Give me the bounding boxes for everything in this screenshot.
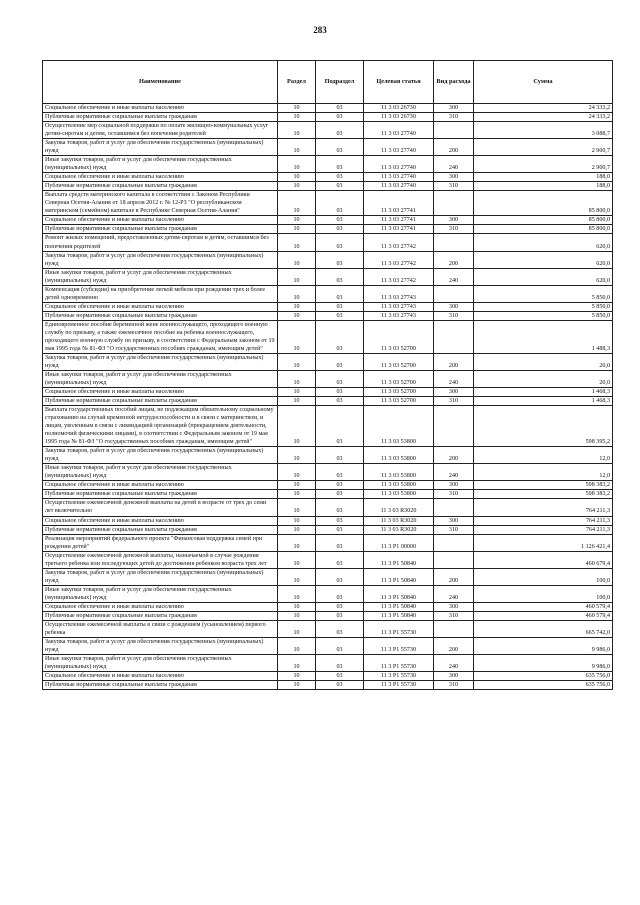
cell-kind: [434, 406, 474, 447]
cell-subsection: 03: [316, 191, 364, 216]
cell-kind: 240: [434, 585, 474, 602]
cell-name: Закупка товаров, работ и услуг для обеспечения государственных (муниципальных) нужд: [43, 139, 278, 156]
cell-section: 10: [278, 516, 316, 525]
cell-section: 10: [278, 173, 316, 182]
cell-kind: [434, 122, 474, 139]
cell-amount: 1 468,3: [474, 388, 613, 397]
table-row: [43, 447, 613, 464]
cell-section: 10: [278, 525, 316, 534]
cell-target: 11 3 03 26730: [364, 113, 434, 122]
cell-target: 11 3 03 53800: [364, 464, 434, 481]
table-row: [43, 251, 613, 268]
cell-amount: 3 088,7: [474, 122, 613, 139]
table-row: [43, 225, 613, 234]
cell-amount: 764 211,3: [474, 516, 613, 525]
cell-name: Публичные нормативные социальные выплаты гражданам: [43, 397, 278, 406]
cell-amount: 12,0: [474, 464, 613, 481]
cell-kind: 300: [434, 173, 474, 182]
cell-subsection: 03: [316, 499, 364, 516]
cell-section: 10: [278, 370, 316, 387]
cell-target: 11 3 03 27743: [364, 311, 434, 320]
cell-amount: 1 488,3: [474, 320, 613, 353]
cell-amount: 635 756,0: [474, 681, 613, 690]
cell-target: 11 3 03 R3020: [364, 516, 434, 525]
cell-name: Осуществление ежемесячной выплаты в связи с рождением (усыновлением) первого ребенка: [43, 620, 278, 637]
table-row: [43, 568, 613, 585]
cell-kind: 310: [434, 611, 474, 620]
cell-target: 11 3 03 27741: [364, 191, 434, 216]
cell-amount: 620,0: [474, 234, 613, 251]
cell-name: Социальное обеспечение и иные выплаты населению: [43, 173, 278, 182]
cell-name: Ремонт жилых помещений, предоставленных детям-сиротам и детям, оставшимся без попечения родителей: [43, 234, 278, 251]
cell-subsection: 03: [316, 481, 364, 490]
cell-subsection: 03: [316, 568, 364, 585]
cell-subsection: 03: [316, 490, 364, 499]
cell-amount: 620,0: [474, 268, 613, 285]
cell-section: 10: [278, 182, 316, 191]
cell-kind: 200: [434, 139, 474, 156]
cell-name: Социальное обеспечение и иные выплаты населению: [43, 302, 278, 311]
cell-name: Осуществление ежемесячной денежной выплаты, назначаемой в случае рождения третьего ребенка или последующих детей до достижения ребенком возраста трех лет: [43, 551, 278, 568]
cell-name: Закупка товаров, работ и услуг для обеспечения государственных (муниципальных) нужд: [43, 637, 278, 654]
cell-name: Публичные нормативные социальные выплаты гражданам: [43, 182, 278, 191]
cell-target: 11 3 03 R3020: [364, 525, 434, 534]
table-row: [43, 156, 613, 173]
cell-subsection: 03: [316, 139, 364, 156]
cell-name: Публичные нормативные социальные выплаты гражданам: [43, 525, 278, 534]
cell-amount: 20,0: [474, 353, 613, 370]
cell-kind: [434, 285, 474, 302]
cell-target: 11 3 03 R3020: [364, 499, 434, 516]
cell-target: 11 3 03 52700: [364, 370, 434, 387]
cell-section: 10: [278, 499, 316, 516]
cell-section: 10: [278, 302, 316, 311]
cell-target: 11 3 03 52700: [364, 397, 434, 406]
table-row: [43, 551, 613, 568]
cell-amount: 100,0: [474, 585, 613, 602]
cell-section: 10: [278, 285, 316, 302]
cell-section: 10: [278, 681, 316, 690]
cell-target: 11 3 P1 50840: [364, 585, 434, 602]
cell-subsection: 03: [316, 611, 364, 620]
cell-section: 10: [278, 268, 316, 285]
cell-section: 10: [278, 353, 316, 370]
cell-section: 10: [278, 447, 316, 464]
table-row: [43, 397, 613, 406]
cell-target: 11 3 P1 55730: [364, 672, 434, 681]
cell-section: 10: [278, 139, 316, 156]
cell-subsection: 03: [316, 447, 364, 464]
cell-kind: 240: [434, 370, 474, 387]
cell-name: Публичные нормативные социальные выплаты гражданам: [43, 311, 278, 320]
cell-kind: [434, 534, 474, 551]
cell-kind: 300: [434, 302, 474, 311]
cell-amount: 85 800,0: [474, 191, 613, 216]
cell-target: 11 3 03 53800: [364, 406, 434, 447]
cell-section: 10: [278, 534, 316, 551]
cell-target: 11 3 P1 50840: [364, 551, 434, 568]
table-row: [43, 216, 613, 225]
cell-subsection: 03: [316, 370, 364, 387]
cell-section: 10: [278, 113, 316, 122]
cell-target: 11 3 03 27740: [364, 156, 434, 173]
cell-target: 11 3 03 27742: [364, 234, 434, 251]
cell-section: 10: [278, 216, 316, 225]
cell-amount: 24 333,2: [474, 104, 613, 113]
cell-amount: 2 900,7: [474, 156, 613, 173]
cell-kind: 300: [434, 104, 474, 113]
cell-subsection: 03: [316, 353, 364, 370]
table-row: [43, 353, 613, 370]
cell-name: Иные закупки товаров, работ и услуг для обеспечения государственных (муниципальных) нужд: [43, 156, 278, 173]
cell-subsection: 03: [316, 397, 364, 406]
cell-name: Публичные нормативные социальные выплаты гражданам: [43, 611, 278, 620]
table-row: [43, 182, 613, 191]
cell-section: 10: [278, 637, 316, 654]
cell-amount: 665 742,0: [474, 620, 613, 637]
cell-section: 10: [278, 122, 316, 139]
cell-target: 11 3 03 52700: [364, 320, 434, 353]
column-header-amount: Сумма: [474, 61, 613, 104]
cell-kind: 310: [434, 490, 474, 499]
cell-amount: 1 126 421,4: [474, 534, 613, 551]
cell-amount: 620,0: [474, 251, 613, 268]
cell-section: 10: [278, 104, 316, 113]
cell-amount: 635 756,0: [474, 672, 613, 681]
cell-target: 11 3 03 53800: [364, 481, 434, 490]
cell-subsection: 03: [316, 637, 364, 654]
cell-name: Социальное обеспечение и иные выплаты населению: [43, 481, 278, 490]
table-row: [43, 655, 613, 672]
cell-name: Осуществление мер социальной поддержки по оплате жилищно-коммунальных услуг детям-сиротам и детям, оставшимся без попечения родителей: [43, 122, 278, 139]
table-row: [43, 611, 613, 620]
cell-kind: 300: [434, 516, 474, 525]
cell-section: 10: [278, 585, 316, 602]
cell-kind: 200: [434, 447, 474, 464]
table-row: [43, 122, 613, 139]
table-row: [43, 499, 613, 516]
cell-section: 10: [278, 156, 316, 173]
cell-kind: 200: [434, 353, 474, 370]
cell-amount: 20,0: [474, 370, 613, 387]
cell-subsection: 03: [316, 464, 364, 481]
cell-subsection: 03: [316, 311, 364, 320]
cell-kind: [434, 191, 474, 216]
cell-subsection: 03: [316, 406, 364, 447]
cell-section: 10: [278, 672, 316, 681]
table-row: [43, 302, 613, 311]
cell-name: Социальное обеспечение и иные выплаты населению: [43, 104, 278, 113]
cell-name: Иные закупки товаров, работ и услуг для обеспечения государственных (муниципальных) нужд: [43, 370, 278, 387]
cell-kind: [434, 320, 474, 353]
cell-amount: 1 468,3: [474, 397, 613, 406]
column-header-section: Раздел: [278, 61, 316, 104]
cell-section: 10: [278, 406, 316, 447]
cell-kind: 300: [434, 481, 474, 490]
cell-subsection: 03: [316, 681, 364, 690]
cell-subsection: 03: [316, 516, 364, 525]
cell-amount: 5 850,0: [474, 285, 613, 302]
cell-target: 11 3 03 27740: [364, 139, 434, 156]
cell-amount: 460 579,4: [474, 602, 613, 611]
table-row: [43, 113, 613, 122]
cell-subsection: 03: [316, 672, 364, 681]
cell-name: Публичные нормативные социальные выплаты гражданам: [43, 113, 278, 122]
cell-amount: 598 395,2: [474, 406, 613, 447]
table-row: [43, 388, 613, 397]
cell-kind: 240: [434, 655, 474, 672]
cell-target: 11 3 P1 50840: [364, 611, 434, 620]
cell-subsection: 03: [316, 534, 364, 551]
cell-amount: 100,0: [474, 568, 613, 585]
table-row: [43, 173, 613, 182]
cell-section: 10: [278, 464, 316, 481]
table-row: [43, 320, 613, 353]
column-header-target: Целевая статья: [364, 61, 434, 104]
cell-name: Единовременное пособие беременной жене военнослужащего, проходящего военную службу по призыву, а также ежемесячное пособие на ребенка военнослужащего, проходящего военную службу по призыву, в соответствии с Федеральным законом от 19 мая 1995 года № 81-ФЗ "О государственных пособиях гражданам, имеющим детей": [43, 320, 278, 353]
cell-target: 11 3 03 27742: [364, 251, 434, 268]
cell-name: Закупка товаров, работ и услуг для обеспечения государственных (муниципальных) нужд: [43, 447, 278, 464]
cell-amount: 188,0: [474, 173, 613, 182]
cell-kind: 300: [434, 602, 474, 611]
cell-kind: 310: [434, 182, 474, 191]
table-row: [43, 490, 613, 499]
table-row: [43, 311, 613, 320]
table-row: [43, 637, 613, 654]
cell-section: 10: [278, 620, 316, 637]
page-number: 283: [313, 25, 327, 35]
cell-kind: 200: [434, 251, 474, 268]
cell-subsection: 03: [316, 251, 364, 268]
cell-target: 11 3 P1 55730: [364, 681, 434, 690]
cell-section: 10: [278, 551, 316, 568]
cell-amount: 9 986,0: [474, 637, 613, 654]
cell-section: 10: [278, 234, 316, 251]
cell-kind: 300: [434, 388, 474, 397]
table-row: [43, 139, 613, 156]
cell-name: Социальное обеспечение и иные выплаты населению: [43, 602, 278, 611]
cell-section: 10: [278, 388, 316, 397]
cell-target: 11 3 03 27741: [364, 216, 434, 225]
table-row: [43, 104, 613, 113]
cell-amount: 2 900,7: [474, 139, 613, 156]
cell-subsection: 03: [316, 655, 364, 672]
cell-target: 11 3 03 27742: [364, 268, 434, 285]
cell-amount: 460 679,4: [474, 551, 613, 568]
cell-section: 10: [278, 397, 316, 406]
table-row: [43, 525, 613, 534]
cell-amount: 12,0: [474, 447, 613, 464]
cell-subsection: 03: [316, 182, 364, 191]
cell-amount: 598 383,2: [474, 481, 613, 490]
cell-target: 11 3 03 27740: [364, 122, 434, 139]
cell-subsection: 03: [316, 320, 364, 353]
cell-name: Публичные нормативные социальные выплаты гражданам: [43, 490, 278, 499]
column-header-kind: Вид расхода: [434, 61, 474, 104]
cell-subsection: 03: [316, 551, 364, 568]
cell-target: 11 3 03 53800: [364, 490, 434, 499]
cell-amount: 5 850,0: [474, 302, 613, 311]
cell-kind: 310: [434, 225, 474, 234]
cell-section: 10: [278, 568, 316, 585]
cell-name: Социальное обеспечение и иные выплаты населению: [43, 388, 278, 397]
cell-section: 10: [278, 611, 316, 620]
table-row: [43, 406, 613, 447]
cell-kind: [434, 551, 474, 568]
column-header-name: Наименование: [43, 61, 278, 104]
cell-kind: 300: [434, 216, 474, 225]
cell-name: Закупка товаров, работ и услуг для обеспечения государственных (муниципальных) нужд: [43, 251, 278, 268]
cell-target: 11 3 P1 00000: [364, 534, 434, 551]
cell-kind: 240: [434, 268, 474, 285]
cell-name: Выплата государственных пособий лицам, не подлежащим обязательному социальному страхованию на случай временной нетрудоспособности и в связи с материнством, и лицам, уволенным в связи с ликвидацией организаций (прекращением деятельности, полномочий физическими лицами), в соответствии с Федеральным законом от 19 мая 1995 года № 81-ФЗ "О государственных пособиях гражданам, имеющим детей": [43, 406, 278, 447]
cell-amount: 764 211,3: [474, 499, 613, 516]
cell-section: 10: [278, 602, 316, 611]
cell-subsection: 03: [316, 285, 364, 302]
cell-subsection: 03: [316, 525, 364, 534]
cell-name: Публичные нормативные социальные выплаты гражданам: [43, 681, 278, 690]
cell-amount: 24 333,2: [474, 113, 613, 122]
cell-kind: 240: [434, 464, 474, 481]
table-row: [43, 672, 613, 681]
cell-kind: 310: [434, 397, 474, 406]
cell-target: 11 3 03 27743: [364, 302, 434, 311]
cell-name: Закупка товаров, работ и услуг для обеспечения государственных (муниципальных) нужд: [43, 353, 278, 370]
cell-subsection: 03: [316, 388, 364, 397]
table-row: [43, 516, 613, 525]
cell-target: 11 3 P1 55730: [364, 620, 434, 637]
table-row: [43, 585, 613, 602]
cell-section: 10: [278, 311, 316, 320]
cell-target: 11 3 P1 55730: [364, 637, 434, 654]
cell-kind: 300: [434, 672, 474, 681]
cell-target: 11 3 03 27740: [364, 173, 434, 182]
cell-subsection: 03: [316, 104, 364, 113]
cell-target: 11 3 P1 55730: [364, 655, 434, 672]
cell-kind: 240: [434, 156, 474, 173]
cell-amount: 5 850,0: [474, 311, 613, 320]
cell-kind: 310: [434, 113, 474, 122]
table-row: [43, 534, 613, 551]
cell-name: Социальное обеспечение и иные выплаты населению: [43, 672, 278, 681]
cell-target: 11 3 03 53800: [364, 447, 434, 464]
cell-section: 10: [278, 655, 316, 672]
cell-name: Закупка товаров, работ и услуг для обеспечения государственных (муниципальных) нужд: [43, 568, 278, 585]
cell-subsection: 03: [316, 268, 364, 285]
cell-kind: [434, 234, 474, 251]
cell-name: Социальное обеспечение и иные выплаты населению: [43, 516, 278, 525]
table-row: [43, 464, 613, 481]
cell-target: 11 3 03 26730: [364, 104, 434, 113]
cell-amount: 9 986,0: [474, 655, 613, 672]
cell-amount: 188,0: [474, 182, 613, 191]
cell-name: Социальное обеспечение и иные выплаты населению: [43, 216, 278, 225]
table-row: [43, 681, 613, 690]
cell-subsection: 03: [316, 585, 364, 602]
column-header-subsection: Подраздел: [316, 61, 364, 104]
cell-subsection: 03: [316, 216, 364, 225]
cell-kind: 310: [434, 311, 474, 320]
table-row: [43, 234, 613, 251]
cell-amount: 598 383,2: [474, 490, 613, 499]
cell-target: 11 3 03 27743: [364, 285, 434, 302]
table-row: [43, 620, 613, 637]
table-body: [43, 104, 613, 690]
cell-target: 11 3 P1 50840: [364, 602, 434, 611]
cell-section: 10: [278, 320, 316, 353]
table-row: [43, 191, 613, 216]
cell-kind: 200: [434, 568, 474, 585]
cell-amount: 460 579,4: [474, 611, 613, 620]
cell-target: 11 3 03 52700: [364, 388, 434, 397]
cell-kind: 310: [434, 681, 474, 690]
table-header-row: [43, 61, 613, 104]
cell-section: 10: [278, 481, 316, 490]
cell-subsection: 03: [316, 602, 364, 611]
cell-amount: 85 800,0: [474, 225, 613, 234]
table-row: [43, 370, 613, 387]
cell-target: 11 3 P1 50840: [364, 568, 434, 585]
cell-section: 10: [278, 225, 316, 234]
cell-target: 11 3 03 27741: [364, 225, 434, 234]
table-row: [43, 268, 613, 285]
table-row: [43, 285, 613, 302]
cell-name: Реализация мероприятий федерального проекта "Финансовая поддержка семей при рождении детей": [43, 534, 278, 551]
cell-subsection: 03: [316, 302, 364, 311]
cell-subsection: 03: [316, 122, 364, 139]
cell-section: 10: [278, 191, 316, 216]
cell-name: Иные закупки товаров, работ и услуг для обеспечения государственных (муниципальных) нужд: [43, 655, 278, 672]
cell-subsection: 03: [316, 234, 364, 251]
cell-kind: 310: [434, 525, 474, 534]
cell-name: Публичные нормативные социальные выплаты гражданам: [43, 225, 278, 234]
cell-name: Иные закупки товаров, работ и услуг для обеспечения государственных (муниципальных) нужд: [43, 464, 278, 481]
cell-kind: 200: [434, 637, 474, 654]
table-row: [43, 602, 613, 611]
cell-name: Выплата средств материнского капитала в соответствии с Законом Республики Северная Осетия-Алания от 18 апреля 2012 г. № 12-РЗ "О республиканском материнском (семейном) капитале в Республике Северная Осетия-Алания": [43, 191, 278, 216]
cell-name: Иные закупки товаров, работ и услуг для обеспечения государственных (муниципальных) нужд: [43, 268, 278, 285]
table-row: [43, 481, 613, 490]
cell-amount: 764 211,3: [474, 525, 613, 534]
budget-table: [42, 60, 613, 690]
cell-kind: [434, 620, 474, 637]
cell-section: 10: [278, 490, 316, 499]
cell-name: Иные закупки товаров, работ и услуг для обеспечения государственных (муниципальных) нужд: [43, 585, 278, 602]
cell-target: 11 3 03 27740: [364, 182, 434, 191]
cell-subsection: 03: [316, 620, 364, 637]
cell-target: 11 3 03 52700: [364, 353, 434, 370]
cell-section: 10: [278, 251, 316, 268]
cell-amount: 85 800,0: [474, 216, 613, 225]
cell-subsection: 03: [316, 156, 364, 173]
cell-name: Осуществление ежемесячной денежной выплаты на детей в возрасте от трех до семи лет включительно: [43, 499, 278, 516]
cell-name: Компенсация (субсидия) на приобретение легкой мебели при рождении трех и более детей одновременно: [43, 285, 278, 302]
cell-subsection: 03: [316, 173, 364, 182]
cell-subsection: 03: [316, 113, 364, 122]
cell-kind: [434, 499, 474, 516]
cell-subsection: 03: [316, 225, 364, 234]
